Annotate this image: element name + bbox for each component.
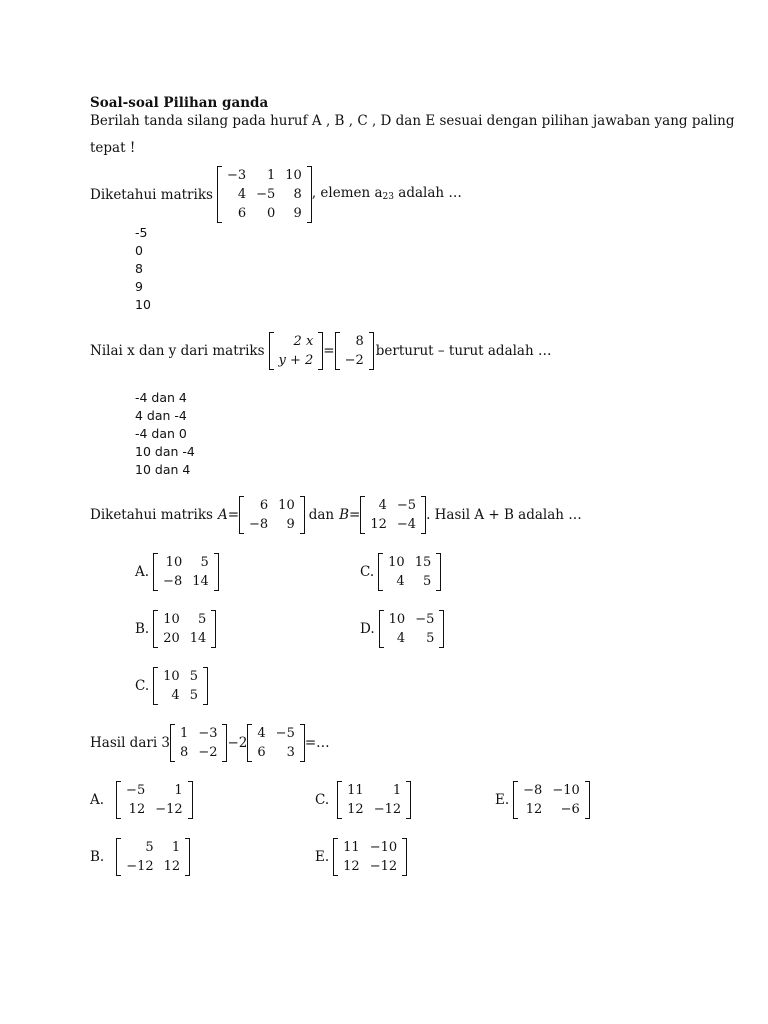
question-1 — [90, 166, 462, 223]
q2-prefix: Nilai x dan y dari matriks — [90, 343, 265, 359]
matrix-cell: 5 — [189, 688, 198, 703]
instruction-line-1: Berilah tanda silang pada huruf A , B , C , D dan E sesuai dengan pilihan jawaban yang paling — [90, 113, 735, 129]
matrix-row — [338, 838, 402, 857]
matrix-row — [175, 724, 222, 743]
matrix-row — [158, 629, 211, 648]
q1-option[interactable]: 0 — [135, 243, 143, 258]
matrix-cell: 1 — [392, 783, 402, 798]
matrix-cell: 8 — [355, 334, 364, 349]
matrix-row — [384, 629, 440, 648]
instruction-line-2: tepat ! — [90, 140, 136, 156]
question-4 — [90, 724, 330, 762]
matrix-row — [274, 351, 319, 370]
matrix-cell: −5 — [415, 612, 435, 627]
q1-prefix: Diketahui matriks — [90, 186, 213, 203]
matrix-cell: 2 x — [293, 334, 314, 349]
matrix-cell: −2 — [198, 745, 218, 760]
q4-matrix-2 — [247, 724, 304, 762]
q4-prefix: Hasil dari 3 — [90, 735, 171, 751]
matrix-row — [252, 743, 299, 762]
q4-suffix: =… — [304, 735, 330, 751]
matrix-row — [121, 781, 188, 800]
matrix-cell: 8 — [180, 745, 189, 760]
matrix-row — [158, 686, 203, 705]
q2-option[interactable]: 10 dan -4 — [135, 444, 195, 459]
matrix-cell: −10 — [552, 783, 580, 798]
matrix-cell: 10 — [163, 612, 180, 627]
matrix-cell: −4 — [396, 517, 417, 532]
matrix-cell: 4 — [237, 187, 247, 202]
matrix-cell: 5 — [198, 612, 207, 627]
q3-choice[interactable]: C. 10 5 4 5 — [135, 667, 208, 705]
matrix-cell: −5 — [256, 187, 276, 202]
matrix-cell: 5 — [145, 840, 154, 855]
matrix-cell: −3 — [198, 726, 218, 741]
matrix-cell: −2 — [344, 353, 364, 368]
matrix-cell: 8 — [293, 187, 302, 202]
matrix-cell: 12 — [343, 859, 360, 874]
q4-choice[interactable]: E. 11 −10 12 −12 — [315, 838, 407, 876]
matrix-cell: 11 — [347, 783, 364, 798]
matrix-cell: 15 — [414, 555, 432, 570]
matrix-cell: 6 — [259, 498, 269, 513]
matrix-cell: 14 — [192, 574, 209, 589]
matrix-cell: 6 — [237, 206, 247, 221]
q4-choice[interactable]: C. 11 1 12 −12 — [315, 781, 411, 819]
matrix-cell: 1 — [267, 168, 276, 183]
matrix-cell: −5 — [126, 783, 146, 798]
matrix-row — [222, 204, 307, 223]
q1-suffix: , elemen $a_{23}$ adalah … — [311, 184, 462, 202]
matrix-cell: −12 — [369, 859, 398, 874]
matrix-cell: 12 — [525, 802, 543, 817]
matrix-cell: y + 2 — [278, 353, 314, 368]
matrix-cell: −12 — [155, 802, 183, 817]
matrix-cell: 5 — [189, 669, 198, 684]
q3-choice[interactable]: C. 10 15 4 5 — [360, 553, 441, 591]
matrix-row — [365, 515, 421, 534]
question-3 — [90, 496, 582, 534]
matrix-row — [338, 857, 402, 876]
matrix-cell: 5 — [426, 631, 435, 646]
matrix-cell: 11 — [343, 840, 360, 855]
matrix-cell: 1 — [180, 726, 189, 741]
matrix-cell: 3 — [286, 745, 295, 760]
matrix-cell: 4 — [396, 631, 406, 646]
question-2 — [90, 332, 551, 370]
matrix-row — [121, 838, 185, 857]
matrix-cell: −5 — [396, 498, 417, 513]
matrix-cell: −10 — [369, 840, 398, 855]
q4-choice[interactable]: A. −5 1 12 −12 — [90, 781, 193, 819]
q4-choice[interactable]: B. 5 1 −12 12 — [90, 838, 190, 876]
matrix-cell: 5 — [200, 555, 209, 570]
q1-options — [135, 224, 151, 314]
q3-b-matrix — [360, 496, 426, 534]
matrix-cell: 9 — [293, 206, 302, 221]
matrix-cell: 10 — [165, 555, 183, 570]
q2-option[interactable]: -4 dan 0 — [135, 426, 187, 441]
q3-dan: dan — [308, 507, 335, 523]
q3-choice[interactable]: B. 10 5 20 14 — [135, 610, 216, 648]
matrix-cell: 20 — [163, 631, 180, 646]
q2-equals: = — [323, 343, 335, 359]
matrix-cell: −5 — [275, 726, 295, 741]
matrix-cell: −8 — [163, 574, 183, 589]
q2-rhs-matrix — [335, 332, 374, 370]
matrix-row — [244, 515, 300, 534]
q1-option[interactable]: 10 — [135, 297, 151, 312]
q3-choice[interactable]: A. 10 5 −8 14 — [135, 553, 219, 591]
matrix-row — [340, 332, 369, 351]
q2-options — [135, 389, 195, 479]
matrix-row — [222, 185, 307, 204]
q4-minus-2: −2 — [227, 735, 248, 751]
matrix-cell: 14 — [189, 631, 207, 646]
matrix-cell: 12 — [370, 517, 387, 532]
matrix-cell: 10 — [285, 168, 302, 183]
matrix-cell: 4 — [396, 574, 405, 589]
matrix-row — [383, 572, 436, 591]
matrix-row — [383, 553, 436, 572]
matrix-row — [518, 781, 585, 800]
matrix-cell: −12 — [373, 802, 402, 817]
q3-a-matrix — [239, 496, 305, 534]
matrix-row — [342, 781, 406, 800]
matrix-cell: 4 — [257, 726, 266, 741]
matrix-row — [384, 610, 440, 629]
q3-a-equals: = — [227, 507, 239, 523]
q2-option[interactable]: 10 dan 4 — [135, 462, 191, 477]
q3-b-equals: = — [349, 507, 361, 523]
matrix-row — [274, 332, 319, 351]
q3-a-label: A — [217, 507, 228, 523]
matrix-cell: 4 — [171, 688, 180, 703]
matrix-row — [175, 743, 222, 762]
q2-lhs-matrix — [269, 332, 324, 370]
page-title: Soal-soal Pilihan ganda — [90, 95, 269, 111]
matrix-cell: 4 — [378, 498, 387, 513]
matrix-cell: 10 — [163, 669, 180, 684]
q3-b-label: B — [339, 507, 350, 523]
matrix-cell: 0 — [267, 206, 276, 221]
matrix-cell: 12 — [128, 802, 146, 817]
matrix-row — [158, 610, 211, 629]
matrix-row — [158, 553, 214, 572]
matrix-cell: 1 — [171, 840, 181, 855]
matrix-cell: 9 — [286, 517, 295, 532]
q3-choice[interactable]: D. 10 −5 4 5 — [360, 610, 444, 648]
q4-matrix-1 — [170, 724, 227, 762]
q1-option[interactable]: 9 — [135, 279, 143, 294]
matrix-cell: −6 — [560, 802, 580, 817]
matrix-cell: −3 — [226, 168, 247, 183]
matrix-row — [121, 800, 188, 819]
matrix-row — [342, 800, 406, 819]
matrix-cell: 5 — [422, 574, 432, 589]
q1-option[interactable]: -5 — [135, 225, 148, 240]
q2-option[interactable]: 4 dan -4 — [135, 408, 187, 423]
matrix-cell: −8 — [523, 783, 543, 798]
matrix-cell: 12 — [163, 859, 181, 874]
matrix-cell: 1 — [174, 783, 183, 798]
matrix-row — [340, 351, 369, 370]
matrix-row — [158, 572, 214, 591]
matrix-row — [252, 724, 299, 743]
matrix-cell: −8 — [249, 517, 269, 532]
matrix-row — [158, 667, 203, 686]
matrix-row — [121, 857, 185, 876]
q1-matrix — [217, 166, 312, 223]
q1-matrix-body — [222, 166, 307, 223]
matrix-cell: 6 — [257, 745, 266, 760]
matrix-cell: 12 — [347, 802, 364, 817]
q4-choice[interactable]: E. −8 −10 12 −6 — [495, 781, 590, 819]
matrix-row — [244, 496, 300, 515]
q3-prefix: Diketahui matriks — [90, 507, 213, 523]
matrix-row — [518, 800, 585, 819]
matrix-cell: 10 — [388, 555, 405, 570]
matrix-cell: 10 — [388, 612, 406, 627]
matrix-cell: −12 — [126, 859, 154, 874]
matrix-row — [222, 166, 307, 185]
matrix-row — [365, 496, 421, 515]
q2-suffix: berturut – turut adalah … — [375, 343, 552, 359]
q1-option[interactable]: 8 — [135, 261, 143, 276]
q3-suffix: . Hasil A + B adalah … — [426, 507, 582, 523]
matrix-cell: 10 — [278, 498, 295, 513]
q2-option[interactable]: -4 dan 4 — [135, 390, 187, 405]
